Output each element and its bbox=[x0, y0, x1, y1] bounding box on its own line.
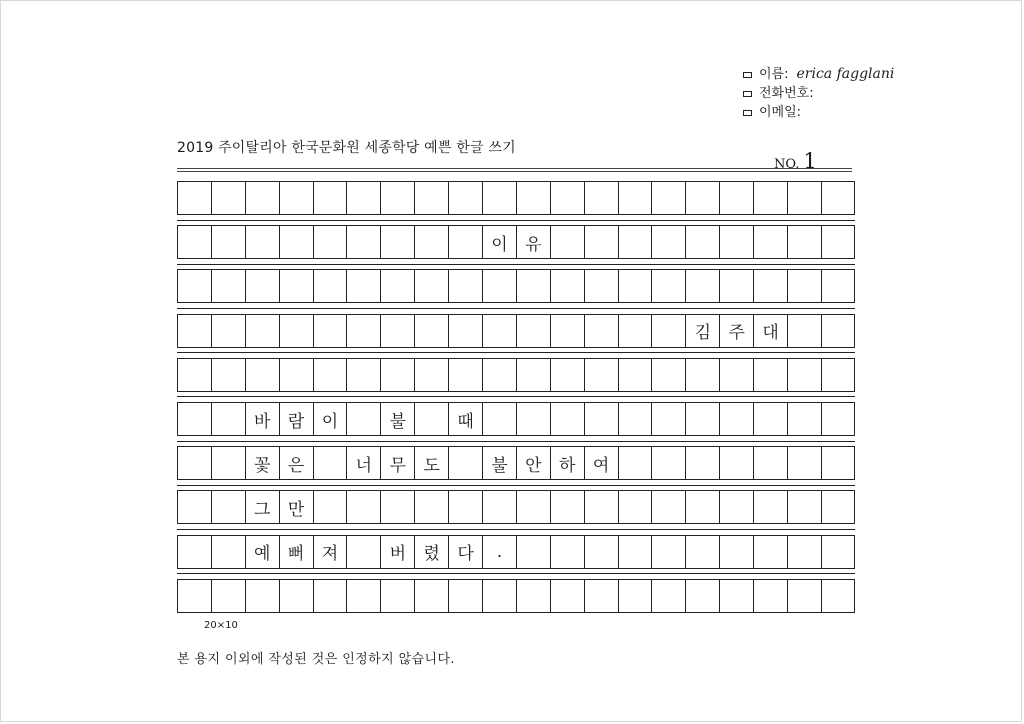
footer-notice: 본 용지 이외에 작성된 것은 인정하지 않습니다. bbox=[177, 652, 455, 667]
grid-cell bbox=[618, 491, 652, 523]
grid-cell bbox=[618, 359, 652, 391]
grid-cell bbox=[245, 315, 279, 347]
grid-cell bbox=[753, 580, 787, 612]
grid-cell bbox=[753, 536, 787, 568]
grid-cell bbox=[618, 182, 652, 214]
grid-row bbox=[177, 446, 855, 480]
grid-cell bbox=[177, 182, 211, 214]
grid-cell bbox=[618, 447, 652, 479]
grid-cell bbox=[279, 226, 313, 258]
grid-cell bbox=[279, 182, 313, 214]
sheet-number-label: NO. bbox=[774, 157, 800, 172]
grid-cell bbox=[177, 491, 211, 523]
grid-cell bbox=[651, 226, 685, 258]
grid-cell bbox=[516, 315, 550, 347]
grid-cell: 져 bbox=[313, 536, 347, 568]
grid-cell bbox=[618, 536, 652, 568]
grid-cell bbox=[787, 536, 821, 568]
grid-cell bbox=[313, 447, 347, 479]
grid-cell bbox=[346, 359, 380, 391]
grid-cell bbox=[821, 315, 855, 347]
worksheet-title: 2019 주이탈리아 한국문화원 세종학당 예쁜 한글 쓰기 bbox=[177, 140, 516, 156]
grid-cell bbox=[685, 580, 719, 612]
grid-row bbox=[177, 314, 855, 348]
grid-cell bbox=[719, 536, 753, 568]
grid-cell bbox=[685, 182, 719, 214]
grid-cell: 다 bbox=[448, 536, 482, 568]
row-separator bbox=[177, 396, 855, 397]
grid-row bbox=[177, 490, 855, 524]
grid-cell bbox=[618, 403, 652, 435]
grid-cell: 불 bbox=[380, 403, 414, 435]
grid-cell bbox=[177, 226, 211, 258]
grid-cell bbox=[448, 447, 482, 479]
row-separator bbox=[177, 308, 855, 309]
grid-cell bbox=[821, 491, 855, 523]
grid-cell bbox=[516, 580, 550, 612]
grid-cell bbox=[685, 270, 719, 302]
grid-cell bbox=[211, 580, 245, 612]
grid-cell bbox=[448, 315, 482, 347]
grid-cell bbox=[685, 536, 719, 568]
grid-cell bbox=[482, 359, 516, 391]
grid-cell bbox=[618, 226, 652, 258]
grid-cell bbox=[313, 580, 347, 612]
grid-cell bbox=[550, 403, 584, 435]
grid-row bbox=[177, 225, 855, 259]
grid-cell bbox=[753, 491, 787, 523]
grid-cell bbox=[211, 359, 245, 391]
contact-info bbox=[743, 65, 894, 122]
checkbox-icon bbox=[743, 72, 752, 78]
grid-cell bbox=[787, 403, 821, 435]
writing-grid bbox=[177, 181, 855, 607]
grid-cell bbox=[651, 536, 685, 568]
grid-cell bbox=[753, 447, 787, 479]
grid-cell bbox=[821, 536, 855, 568]
grid-cell: 버 bbox=[380, 536, 414, 568]
grid-cell bbox=[414, 226, 448, 258]
grid-cell bbox=[346, 182, 380, 214]
grid-cell bbox=[414, 359, 448, 391]
grid-cell: 람 bbox=[279, 403, 313, 435]
grid-cell: 유 bbox=[516, 226, 550, 258]
grid-cell bbox=[787, 580, 821, 612]
grid-cell bbox=[380, 226, 414, 258]
grid-cell bbox=[685, 447, 719, 479]
grid-cell bbox=[245, 226, 279, 258]
grid-cell bbox=[821, 270, 855, 302]
grid-cell bbox=[482, 403, 516, 435]
grid-cell bbox=[516, 403, 550, 435]
grid-cell: 무 bbox=[380, 447, 414, 479]
grid-cell bbox=[516, 182, 550, 214]
grid-cell bbox=[380, 359, 414, 391]
grid-cell bbox=[279, 359, 313, 391]
row-separator bbox=[177, 573, 855, 574]
grid-cell: 대 bbox=[753, 315, 787, 347]
grid-cell bbox=[719, 491, 753, 523]
grid-cell: 여 bbox=[584, 447, 618, 479]
checkbox-icon bbox=[743, 110, 752, 116]
grid-cell bbox=[550, 580, 584, 612]
grid-cell: 렸 bbox=[414, 536, 448, 568]
grid-cell bbox=[821, 403, 855, 435]
grid-cell bbox=[618, 580, 652, 612]
row-separator bbox=[177, 352, 855, 353]
grid-cell bbox=[313, 491, 347, 523]
grid-row bbox=[177, 535, 855, 569]
name-label: 이름: bbox=[759, 67, 789, 82]
grid-cell bbox=[651, 270, 685, 302]
grid-cell bbox=[651, 491, 685, 523]
grid-cell bbox=[753, 270, 787, 302]
grid-cell bbox=[821, 182, 855, 214]
grid-cell bbox=[550, 182, 584, 214]
grid-cell bbox=[584, 182, 618, 214]
name-value: erica fagglani bbox=[796, 66, 895, 82]
grid-cell bbox=[719, 182, 753, 214]
grid-cell: 안 bbox=[516, 447, 550, 479]
grid-cell: . bbox=[482, 536, 516, 568]
grid-cell: 그 bbox=[245, 491, 279, 523]
grid-cell bbox=[787, 226, 821, 258]
grid-cell bbox=[414, 182, 448, 214]
grid-cell: 이 bbox=[313, 403, 347, 435]
grid-cell: 김 bbox=[685, 315, 719, 347]
grid-cell bbox=[245, 359, 279, 391]
grid-row bbox=[177, 402, 855, 436]
grid-cell bbox=[346, 315, 380, 347]
grid-cell bbox=[482, 270, 516, 302]
grid-cell bbox=[719, 359, 753, 391]
grid-cell bbox=[550, 270, 584, 302]
grid-cell bbox=[550, 536, 584, 568]
grid-cell bbox=[245, 270, 279, 302]
grid-cell bbox=[516, 491, 550, 523]
grid-cell: 주 bbox=[719, 315, 753, 347]
grid-row bbox=[177, 181, 855, 215]
grid-cell bbox=[245, 182, 279, 214]
grid-row bbox=[177, 269, 855, 303]
header-rule bbox=[177, 168, 852, 169]
grid-cell bbox=[753, 403, 787, 435]
grid-cell bbox=[787, 359, 821, 391]
row-separator bbox=[177, 485, 855, 486]
grid-cell bbox=[719, 580, 753, 612]
grid-cell bbox=[380, 270, 414, 302]
grid-cell bbox=[651, 580, 685, 612]
grid-cell bbox=[516, 359, 550, 391]
row-separator bbox=[177, 264, 855, 265]
grid-cell bbox=[618, 270, 652, 302]
grid-cell: 불 bbox=[482, 447, 516, 479]
grid-cell bbox=[685, 359, 719, 391]
grid-cell bbox=[787, 491, 821, 523]
grid-cell bbox=[346, 536, 380, 568]
grid-cell bbox=[821, 447, 855, 479]
grid-cell bbox=[313, 270, 347, 302]
grid-cell bbox=[516, 270, 550, 302]
grid-cell bbox=[177, 447, 211, 479]
email-label: 이메일: bbox=[759, 105, 802, 120]
grid-cell bbox=[550, 359, 584, 391]
grid-row bbox=[177, 579, 855, 613]
grid-cell bbox=[618, 315, 652, 347]
grid-cell bbox=[448, 580, 482, 612]
grid-cell bbox=[651, 403, 685, 435]
grid-cell: 꽃 bbox=[245, 447, 279, 479]
grid-cell bbox=[685, 226, 719, 258]
grid-cell bbox=[651, 182, 685, 214]
header-rule-lower bbox=[177, 171, 852, 172]
grid-cell bbox=[584, 491, 618, 523]
grid-cell bbox=[380, 315, 414, 347]
grid-cell bbox=[346, 403, 380, 435]
grid-cell bbox=[177, 270, 211, 302]
grid-cell: 이 bbox=[482, 226, 516, 258]
grid-cell bbox=[279, 580, 313, 612]
grid-cell bbox=[313, 226, 347, 258]
grid-cell bbox=[821, 580, 855, 612]
grid-cell bbox=[787, 270, 821, 302]
grid-cell: 하 bbox=[550, 447, 584, 479]
grid-cell bbox=[211, 315, 245, 347]
grid-cell bbox=[821, 226, 855, 258]
name-row bbox=[743, 65, 894, 84]
grid-cell bbox=[414, 315, 448, 347]
grid-cell bbox=[346, 491, 380, 523]
grid-cell bbox=[279, 270, 313, 302]
grid-cell bbox=[550, 226, 584, 258]
grid-cell bbox=[584, 226, 618, 258]
grid-cell bbox=[685, 403, 719, 435]
grid-cell bbox=[719, 447, 753, 479]
grid-cell bbox=[482, 491, 516, 523]
grid-cell bbox=[719, 403, 753, 435]
grid-cell bbox=[753, 226, 787, 258]
grid-cell bbox=[482, 580, 516, 612]
grid-cell bbox=[550, 491, 584, 523]
grid-cell bbox=[584, 359, 618, 391]
grid-cell bbox=[414, 270, 448, 302]
grid-cell bbox=[346, 226, 380, 258]
grid-cell bbox=[482, 182, 516, 214]
grid-cell bbox=[516, 536, 550, 568]
grid-cell bbox=[211, 447, 245, 479]
grid-cell: 만 bbox=[279, 491, 313, 523]
grid-cell bbox=[787, 315, 821, 347]
grid-cell bbox=[346, 270, 380, 302]
grid-cell bbox=[448, 270, 482, 302]
grid-row bbox=[177, 358, 855, 392]
grid-cell bbox=[177, 359, 211, 391]
grid-dimensions: 20×10 bbox=[204, 620, 238, 631]
grid-cell bbox=[550, 315, 584, 347]
grid-cell bbox=[719, 226, 753, 258]
grid-cell bbox=[787, 182, 821, 214]
grid-cell bbox=[584, 270, 618, 302]
grid-cell: 너 bbox=[346, 447, 380, 479]
grid-cell bbox=[448, 359, 482, 391]
grid-cell: 은 bbox=[279, 447, 313, 479]
grid-cell bbox=[279, 315, 313, 347]
grid-cell bbox=[584, 315, 618, 347]
grid-cell bbox=[346, 580, 380, 612]
grid-cell bbox=[313, 359, 347, 391]
grid-cell bbox=[448, 491, 482, 523]
grid-cell bbox=[584, 403, 618, 435]
row-separator bbox=[177, 529, 855, 530]
grid-cell bbox=[211, 182, 245, 214]
grid-cell bbox=[685, 491, 719, 523]
grid-cell bbox=[313, 315, 347, 347]
row-separator bbox=[177, 441, 855, 442]
grid-cell bbox=[177, 315, 211, 347]
checkbox-icon bbox=[743, 91, 752, 97]
grid-cell bbox=[651, 315, 685, 347]
grid-cell bbox=[211, 403, 245, 435]
grid-cell bbox=[211, 536, 245, 568]
grid-cell bbox=[211, 226, 245, 258]
phone-label: 전화번호: bbox=[759, 86, 814, 101]
grid-cell bbox=[313, 182, 347, 214]
grid-cell bbox=[753, 359, 787, 391]
grid-cell: 바 bbox=[245, 403, 279, 435]
grid-cell bbox=[787, 447, 821, 479]
grid-cell bbox=[414, 580, 448, 612]
phone-row bbox=[743, 84, 894, 103]
grid-cell bbox=[380, 580, 414, 612]
grid-cell bbox=[177, 536, 211, 568]
grid-cell bbox=[380, 182, 414, 214]
grid-cell bbox=[211, 491, 245, 523]
grid-cell: 뻐 bbox=[279, 536, 313, 568]
grid-cell bbox=[651, 447, 685, 479]
grid-cell: 도 bbox=[414, 447, 448, 479]
grid-cell: 때 bbox=[448, 403, 482, 435]
grid-cell: 예 bbox=[245, 536, 279, 568]
sheet-number-value: 1 bbox=[803, 149, 817, 173]
grid-cell bbox=[448, 226, 482, 258]
grid-cell bbox=[482, 315, 516, 347]
email-row bbox=[743, 103, 894, 122]
grid-cell bbox=[380, 491, 414, 523]
grid-cell bbox=[651, 359, 685, 391]
grid-cell bbox=[177, 580, 211, 612]
grid-cell bbox=[719, 270, 753, 302]
grid-cell bbox=[245, 580, 279, 612]
grid-cell bbox=[584, 536, 618, 568]
grid-cell bbox=[584, 580, 618, 612]
row-separator bbox=[177, 220, 855, 221]
sheet-number bbox=[774, 149, 817, 173]
grid-cell bbox=[177, 403, 211, 435]
grid-cell bbox=[448, 182, 482, 214]
grid-cell bbox=[211, 270, 245, 302]
grid-cell bbox=[414, 491, 448, 523]
grid-cell bbox=[753, 182, 787, 214]
grid-cell bbox=[821, 359, 855, 391]
grid-cell bbox=[414, 403, 448, 435]
